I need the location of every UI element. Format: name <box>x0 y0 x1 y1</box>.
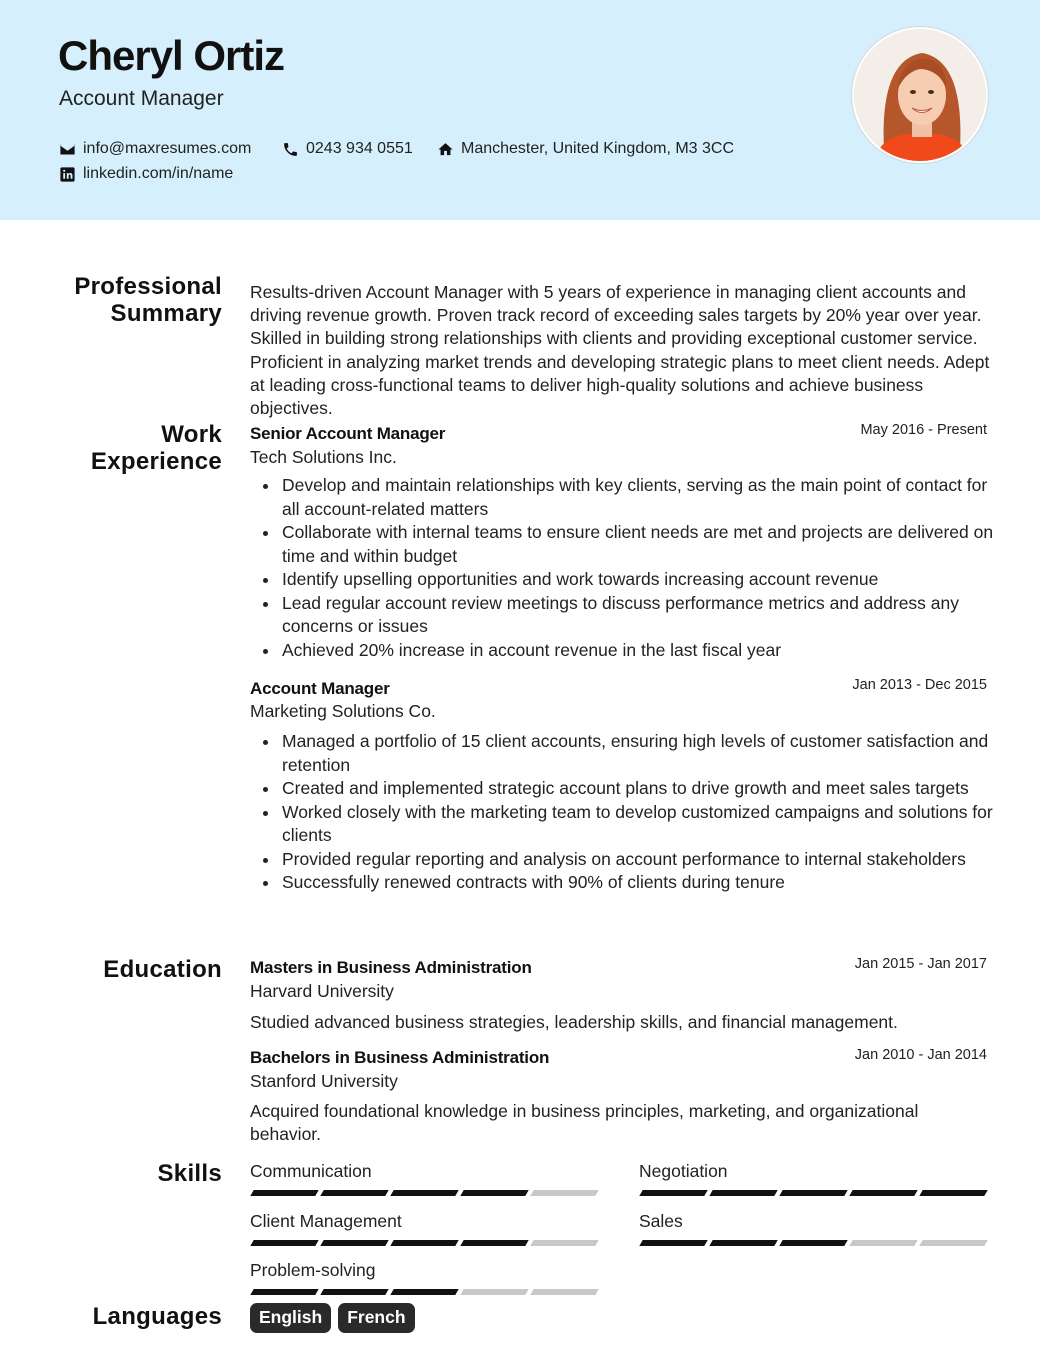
skill-name: Negotiation <box>639 1161 728 1181</box>
language-badge: English <box>250 1303 331 1333</box>
section-title-languages: Languages <box>92 1303 222 1330</box>
skill-name: Client Management <box>250 1211 402 1231</box>
profile-photo <box>852 27 988 163</box>
education-description: Acquired foundational knowledge in business principles, marketing, and organizational behavior. <box>250 1101 919 1145</box>
job-dates: May 2016 - Present <box>860 422 987 438</box>
list-item: Successfully renewed contracts with 90% of clients during tenure <box>282 871 994 895</box>
phone-icon <box>282 141 299 158</box>
home-icon <box>437 141 454 158</box>
skill-bar-segment <box>639 1240 707 1246</box>
skill-bar-segment <box>320 1190 388 1196</box>
list-item: Worked closely with the marketing team to develop customized campaigns and solutions for clients <box>282 801 994 848</box>
contact-email[interactable] <box>59 140 251 158</box>
resume-header <box>0 0 1040 220</box>
education-description: Studied advanced business strategies, leadership skills, and financial management. <box>250 1012 898 1032</box>
skill-bar-segment <box>530 1190 598 1196</box>
candidate-name: Cheryl Ortiz <box>58 32 285 79</box>
skill-bar-segment <box>779 1190 847 1196</box>
skill-bar-segment <box>250 1190 318 1196</box>
skill-bar-segment <box>390 1289 458 1295</box>
job-company: Tech Solutions Inc. <box>250 447 397 467</box>
skill-bar-segment <box>849 1240 917 1246</box>
list-item: Achieved 20% increase in account revenue in the last fiscal year <box>282 639 994 663</box>
skill-name: Problem-solving <box>250 1260 376 1280</box>
skill-bar-segment <box>779 1240 847 1246</box>
skill-bar-segment <box>639 1190 707 1196</box>
education-dates: Jan 2010 - Jan 2014 <box>854 1047 987 1063</box>
section-title-summary <box>74 273 222 327</box>
section-title-skills: Skills <box>157 1160 222 1187</box>
section-title-education: Education <box>103 956 222 983</box>
linkedin-text: linkedin.com/in/name <box>83 165 234 182</box>
job-bullets <box>282 730 994 895</box>
skill-bar-segment <box>250 1289 318 1295</box>
language-badge: French <box>338 1303 414 1333</box>
job-title: Senior Account Manager <box>250 424 446 443</box>
skill-level-bar <box>252 1289 597 1295</box>
skill-bar-segment <box>919 1240 987 1246</box>
job-company: Marketing Solutions Co. <box>250 701 436 721</box>
linkedin-icon <box>59 166 76 183</box>
skill-level-bar <box>641 1190 986 1196</box>
skill-level-bar <box>641 1240 986 1246</box>
address-text: Manchester, United Kingdom, M3 3CC <box>461 140 735 157</box>
job-title: Account Manager <box>250 679 390 698</box>
skill-bar-segment <box>460 1190 528 1196</box>
summary-title-line1: Professional <box>74 273 222 300</box>
skill-bar-segment <box>530 1240 598 1246</box>
job-bullets <box>282 474 994 662</box>
email-text: info@maxresumes.com <box>83 140 252 157</box>
contact-linkedin[interactable] <box>59 165 233 183</box>
school-name: Harvard University <box>250 981 394 1001</box>
section-title-work <box>91 421 222 475</box>
skill-name: Sales <box>639 1211 683 1231</box>
skill-level-bar <box>252 1240 597 1246</box>
job-dates: Jan 2013 - Dec 2015 <box>852 677 987 693</box>
skill-bar-segment <box>320 1289 388 1295</box>
skill-bar-segment <box>320 1240 388 1246</box>
contact-phone[interactable] <box>282 140 413 158</box>
skill-bar-segment <box>709 1190 777 1196</box>
skill-level-bar <box>252 1190 597 1196</box>
language-list <box>250 1303 415 1333</box>
education-dates: Jan 2015 - Jan 2017 <box>854 956 987 972</box>
list-item: Managed a portfolio of 15 client accounts, ensuring high levels of customer satisfaction and retention <box>282 730 994 777</box>
summary-text: Results-driven Account Manager with 5 years of experience in managing client accounts and driving revenue growth. Proven track record of exceeding sales targets by 20% year over year. Skilled in building strong relationships with clients and providing exceptional customer service. Proficient in analyzing market trends and developing strategic plans to meet client needs. Adept at leading cross-functional teams to deliver high-quality solutions and achieve business objectives. <box>250 282 990 419</box>
list-item: Provided regular reporting and analysis on account performance to internal stakeholders <box>282 848 994 872</box>
skill-name: Communication <box>250 1161 372 1181</box>
contact-address <box>437 140 734 158</box>
skill-bar-segment <box>530 1289 598 1295</box>
list-item: Collaborate with internal teams to ensure client needs are met and projects are delivered on time and within budget <box>282 521 994 568</box>
skill-bar-segment <box>460 1289 528 1295</box>
school-name: Stanford University <box>250 1071 398 1091</box>
skill-bar-segment <box>460 1240 528 1246</box>
work-title-line2: Experience <box>90 448 222 475</box>
skill-bar-segment <box>709 1240 777 1246</box>
work-title-line1: Work <box>161 421 222 448</box>
list-item: Lead regular account review meetings to discuss performance metrics and address any concerns or issues <box>282 592 994 639</box>
list-item: Created and implemented strategic account plans to drive growth and meet sales targets <box>282 777 994 801</box>
candidate-title: Account Manager <box>59 87 224 110</box>
skill-bar-segment <box>250 1240 318 1246</box>
skill-bar-segment <box>849 1190 917 1196</box>
degree-title: Bachelors in Business Administration <box>250 1048 550 1067</box>
degree-title: Masters in Business Administration <box>250 958 532 977</box>
list-item: Identify upselling opportunities and work towards increasing account revenue <box>282 568 994 592</box>
summary-title-line2: Summary <box>110 300 222 327</box>
skill-bar-segment <box>919 1190 987 1196</box>
phone-text: 0243 934 0551 <box>306 140 413 157</box>
envelope-icon <box>59 141 76 158</box>
skill-bar-segment <box>390 1240 458 1246</box>
skill-bar-segment <box>390 1190 458 1196</box>
list-item: Develop and maintain relationships with key clients, serving as the main point of contact for all account-related matters <box>282 474 994 521</box>
